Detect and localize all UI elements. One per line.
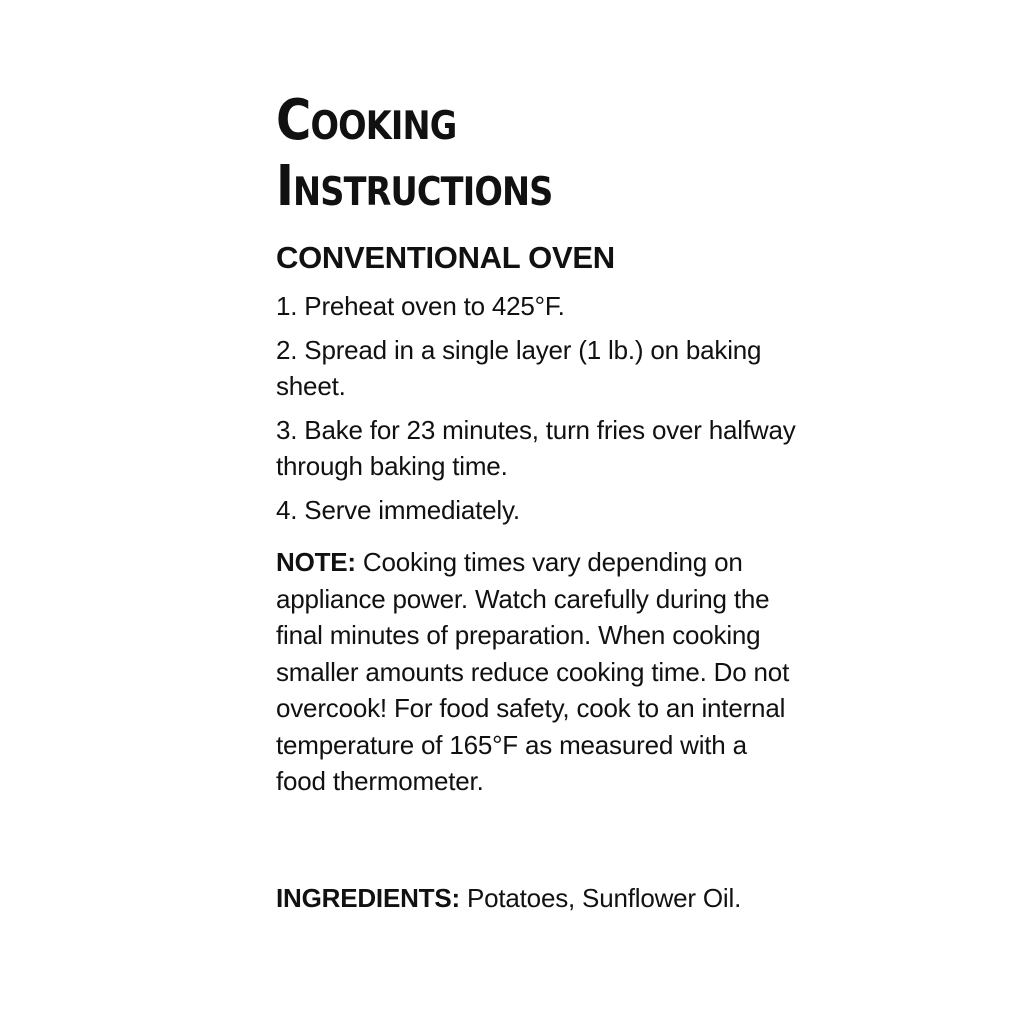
oven-step-1: 1. Preheat oven to 425°F.	[276, 291, 565, 321]
oven-steps-list	[276, 288, 796, 528]
note-text: Cooking times vary depending on appliance power. Watch carefully during the final minutes of preparation. When cooking smaller amounts reduce cooking time. Do not overcook! For food safety, cook to an internal temperature of 165°F as measured with a food thermometer.	[276, 547, 790, 796]
oven-step-4: 4. Serve immediately.	[276, 495, 520, 525]
conventional-oven-heading: CONVENTIONAL OVEN	[276, 240, 615, 275]
title-line-2: Instructions	[276, 154, 553, 219]
oven-step-3: 3. Bake for 23 minutes, turn fries over halfway through baking time.	[276, 415, 796, 481]
note-paragraph	[276, 544, 796, 800]
ingredients-line	[276, 880, 741, 916]
page-title	[276, 88, 796, 220]
cooking-instructions-panel	[276, 88, 796, 800]
title-line-1: Cooking	[276, 88, 457, 153]
ingredients-label: INGREDIENTS:	[276, 883, 460, 913]
ingredients-text: Potatoes, Sunflower Oil.	[459, 883, 742, 913]
oven-step-2: 2. Spread in a single layer (1 lb.) on baking sheet.	[276, 335, 762, 401]
note-label: NOTE:	[276, 547, 356, 577]
